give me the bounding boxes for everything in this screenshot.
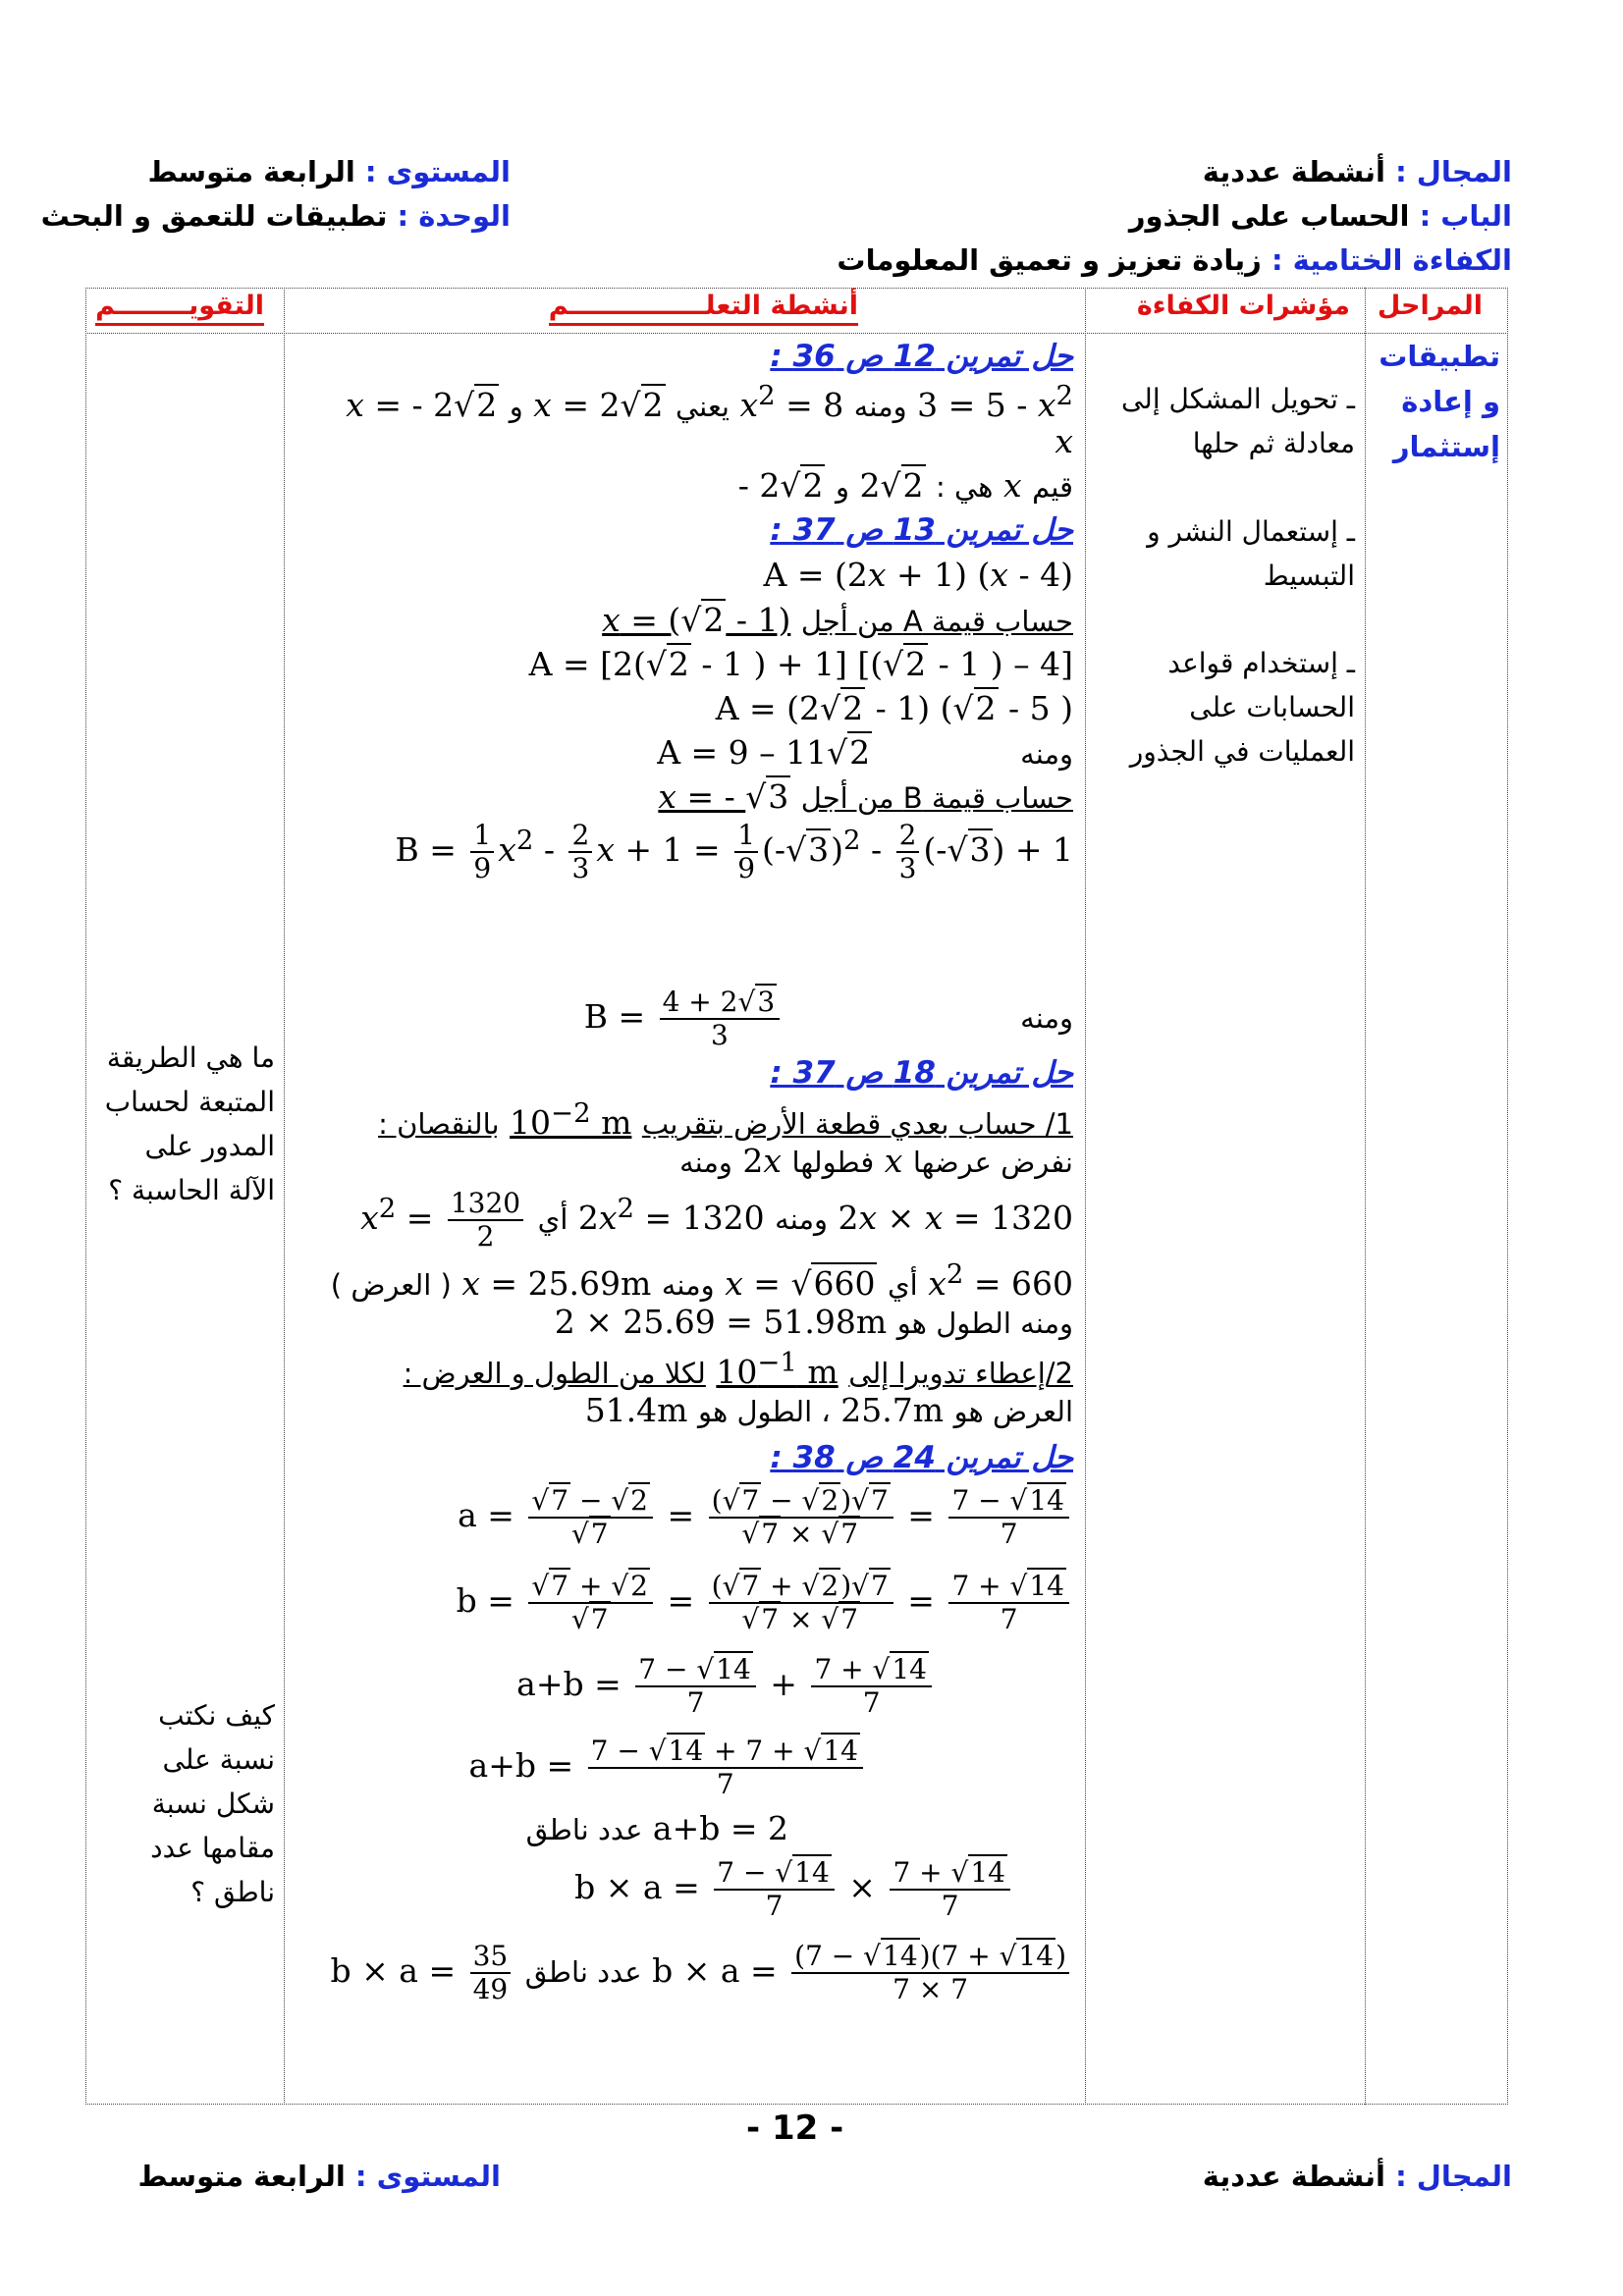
ex13-line-3: A = [2(√ 2 - 1 ) + 1] [(√ 2 - 1 ) – 4]: [529, 645, 1073, 683]
stage-line: تطبيقات: [1379, 340, 1500, 373]
ex12-line-2: قيم x هي : 2√ 2 و - 2√ 2: [738, 466, 1073, 505]
page-number: - 12 -: [746, 2109, 844, 2148]
level-value: الرابعة متوسط: [147, 155, 355, 188]
table-header-divider: [85, 333, 1508, 334]
ex18-line-6: 2/إعطاء تدويرا إلى $10^{-1}$ m لكلا من الطول و العرض :: [403, 1347, 1073, 1391]
stage-line: إستثمار: [1392, 430, 1500, 463]
indicator-3: ـ إستخدام قواعد الحسابات على العمليات في الجذور: [1129, 647, 1355, 768]
exercise-12-title: حل تمرين 12 ص 36 :: [770, 339, 1073, 374]
exercise-24-title: حل تمرين 24 ص 38 :: [770, 1440, 1073, 1475]
word: عدد ناطق: [524, 1955, 642, 1990]
stage-cell: [1373, 334, 1500, 469]
ex12-line-1b: x: [1055, 422, 1073, 460]
word: حساب قيمة A من أجل: [800, 605, 1073, 638]
chapter-value: الحساب على الجذور: [1128, 199, 1410, 233]
word: حساب قيمة B من أجل: [800, 781, 1073, 815]
word: ومنه: [1020, 1001, 1073, 1036]
chapter-key: الباب :: [1419, 199, 1512, 233]
competence-value: زيادة تعزيز و تعميق المعلومات: [837, 243, 1262, 277]
ex24-line-prod2: b × a = $\frac{(7 - √ 14)(7 + √ 14)}{7 \times 7}$ عدد ناطق b × a = $\frac{35}{49}$: [331, 1941, 1073, 2005]
column-divider: [1365, 288, 1366, 2105]
header-domain: [1203, 155, 1512, 188]
header-unit: [41, 199, 511, 233]
evaluation-question-2: كيف نكتب نسبة على شكل نسبة مقامها عدد ناطق ؟: [150, 1699, 275, 1908]
ex13-line-4: A = (2√ 2 - 1) (√ 2 - 5 ): [716, 689, 1073, 727]
ex13-line-8: ومنه B = $\frac{4 + 2√ 3}{3}$: [584, 987, 1073, 1051]
word: 2/إعطاء تدويرا إلى: [848, 1357, 1073, 1390]
ex18-line-5: ومنه الطول هو 2 × 25.69 = 51.98m: [554, 1303, 1073, 1341]
unit-value: تطبيقات للتعمق و البحث: [40, 199, 388, 233]
col-evaluation-header: [95, 291, 264, 321]
word: ومنه: [661, 1268, 715, 1302]
col-activities-header: [549, 291, 858, 321]
ex12-line-1: $3 = 5 - x^2$ ومنه $x^2 = 8$ يعني x = 2√ 2 و x = - 2√ 2: [346, 380, 1073, 424]
word: 1/ حساب بعدي قطعة الأرض بتقريب: [641, 1107, 1073, 1141]
ex24-line-sum1: a+b = $\frac{7 - √ 14}{7}$ + $\frac{7 + √ 14}{7}$: [516, 1654, 936, 1719]
word: عدد ناطق: [525, 1813, 643, 1846]
ex13-line-7: B = $\frac{1}{9}$ $x^2$ - $\frac{2}{3}$ x + 1 = $\frac{1}{9}$ (-√ 3)$^2$ - $\frac{2}{3}$ (-√ 3) + 1: [396, 820, 1074, 884]
column-divider: [1085, 288, 1086, 2105]
word: أي: [887, 1268, 918, 1302]
col-indicators-header: مؤشرات الكفاءة: [1136, 291, 1350, 321]
word: ( العرض ): [330, 1268, 452, 1302]
col-evaluation-label: التقويــــــــم: [95, 291, 264, 326]
word: لكلا من الطول و العرض :: [403, 1357, 706, 1390]
word: ، الطول هو: [697, 1395, 831, 1428]
word: ومنه الطول هو: [896, 1307, 1073, 1340]
ex18-line-7: العرض هو 25.7m ، الطول هو 51.4m: [584, 1391, 1073, 1429]
word: هي :: [936, 470, 994, 504]
ex13-line-6: حساب قيمة B من أجل x = - √ 3: [658, 777, 1073, 816]
competence-key: الكفاءة الختامية :: [1271, 243, 1512, 277]
ex18-line-1: 1/ حساب بعدي قطعة الأرض بتقريب $10^{-2}$ m بالنقصان :: [378, 1097, 1073, 1142]
word: بالنقصان :: [378, 1107, 500, 1141]
header-competence: [837, 243, 1512, 277]
footer-level-key: المستوى :: [354, 2160, 501, 2193]
header-chapter: [1129, 199, 1512, 233]
ex24-line-sum2: a+b = $\frac{7 - √ 14 + 7 + √ 14}{7}$: [469, 1735, 867, 1800]
exercise-18-title: حل تمرين 18 ص 37 :: [770, 1055, 1073, 1091]
ex24-line-sum3: a+b = 2 عدد ناطق: [525, 1809, 788, 1847]
col-activities-label: أنشطة التعلـــــــــــــــم: [549, 291, 858, 326]
footer-domain-value: أنشطة عددية: [1202, 2160, 1385, 2193]
word: و: [509, 390, 523, 423]
ex18-line-3: 2x × x = 1320 ومنه $2x^2 = 1320$ أي $x^2$ = $\frac{1320}{2}$: [360, 1187, 1073, 1254]
footer-level-value: الرابعة متوسط: [137, 2160, 346, 2193]
word: يعني: [676, 390, 730, 423]
word: ومنه: [853, 390, 907, 423]
footer-domain-key: المجال :: [1395, 2160, 1512, 2193]
ex24-line-b: b = √ 7 + √ 2 √ 7 = (√ 7 + √ 2)√ 7 √ 7 × √ 7 = $\frac{7 + √ 14}{7}$: [457, 1571, 1073, 1635]
ex13-line-2: حساب قيمة A من أجل x = (√ 2 - 1): [602, 601, 1073, 639]
word: ومنه: [679, 1146, 732, 1179]
evaluation-question-1: ما هي الطريقة المتبعة لحساب المدور على الآلة الحاسبة ؟: [104, 1041, 275, 1206]
level-key: المستوى :: [364, 155, 511, 188]
word: أي: [537, 1202, 568, 1237]
word: العرض هو: [953, 1395, 1073, 1428]
ex18-line-4: $x^2 = 660$ أي x = √ 660 ومنه x = 25.69m ( العرض ): [331, 1258, 1073, 1303]
col-stages-header: المراحل: [1377, 291, 1483, 321]
unit-key: الوحدة :: [397, 199, 511, 233]
ex18-line-2: نفرض عرضها x فطولها 2x ومنه: [679, 1142, 1073, 1180]
ex24-line-a: a = √ 7 − √ 2 √ 7 = (√ 7 − √ 2)√ 7 √ 7 × √ 7 = $\frac{7 - √ 14}{7}$: [458, 1485, 1073, 1550]
word: ومنه: [1020, 737, 1073, 771]
domain-key: المجال :: [1395, 155, 1512, 188]
ex13-line-1: A = (2x + 1) (x - 4): [763, 556, 1073, 594]
footer-level: [138, 2160, 502, 2193]
word: قيم: [1032, 470, 1073, 504]
indicator-1: ـ تحويل المشكل إلى معادلة ثم حلها: [1120, 383, 1355, 459]
column-divider: [284, 288, 285, 2105]
stage-line: و إعادة: [1401, 385, 1500, 418]
word: فطولها: [791, 1146, 875, 1179]
indicator-2: ـ إستعمال النشر و التبسيط: [1147, 515, 1355, 592]
word: و: [835, 470, 849, 504]
word: ومنه: [775, 1202, 828, 1237]
exercise-13-title: حل تمرين 13 ص 37 :: [770, 512, 1073, 548]
header-level: [148, 155, 512, 188]
footer-domain: [1203, 2160, 1512, 2193]
ex24-line-prod1: b × a = $\frac{7 - √ 14}{7}$ × $\frac{7 + √ 14}{7}$: [574, 1857, 1014, 1922]
word: نفرض عرضها: [912, 1146, 1073, 1179]
domain-value: أنشطة عددية: [1202, 155, 1385, 188]
ex13-line-5: ومنه A = 9 – 11√ 2: [657, 733, 1073, 772]
